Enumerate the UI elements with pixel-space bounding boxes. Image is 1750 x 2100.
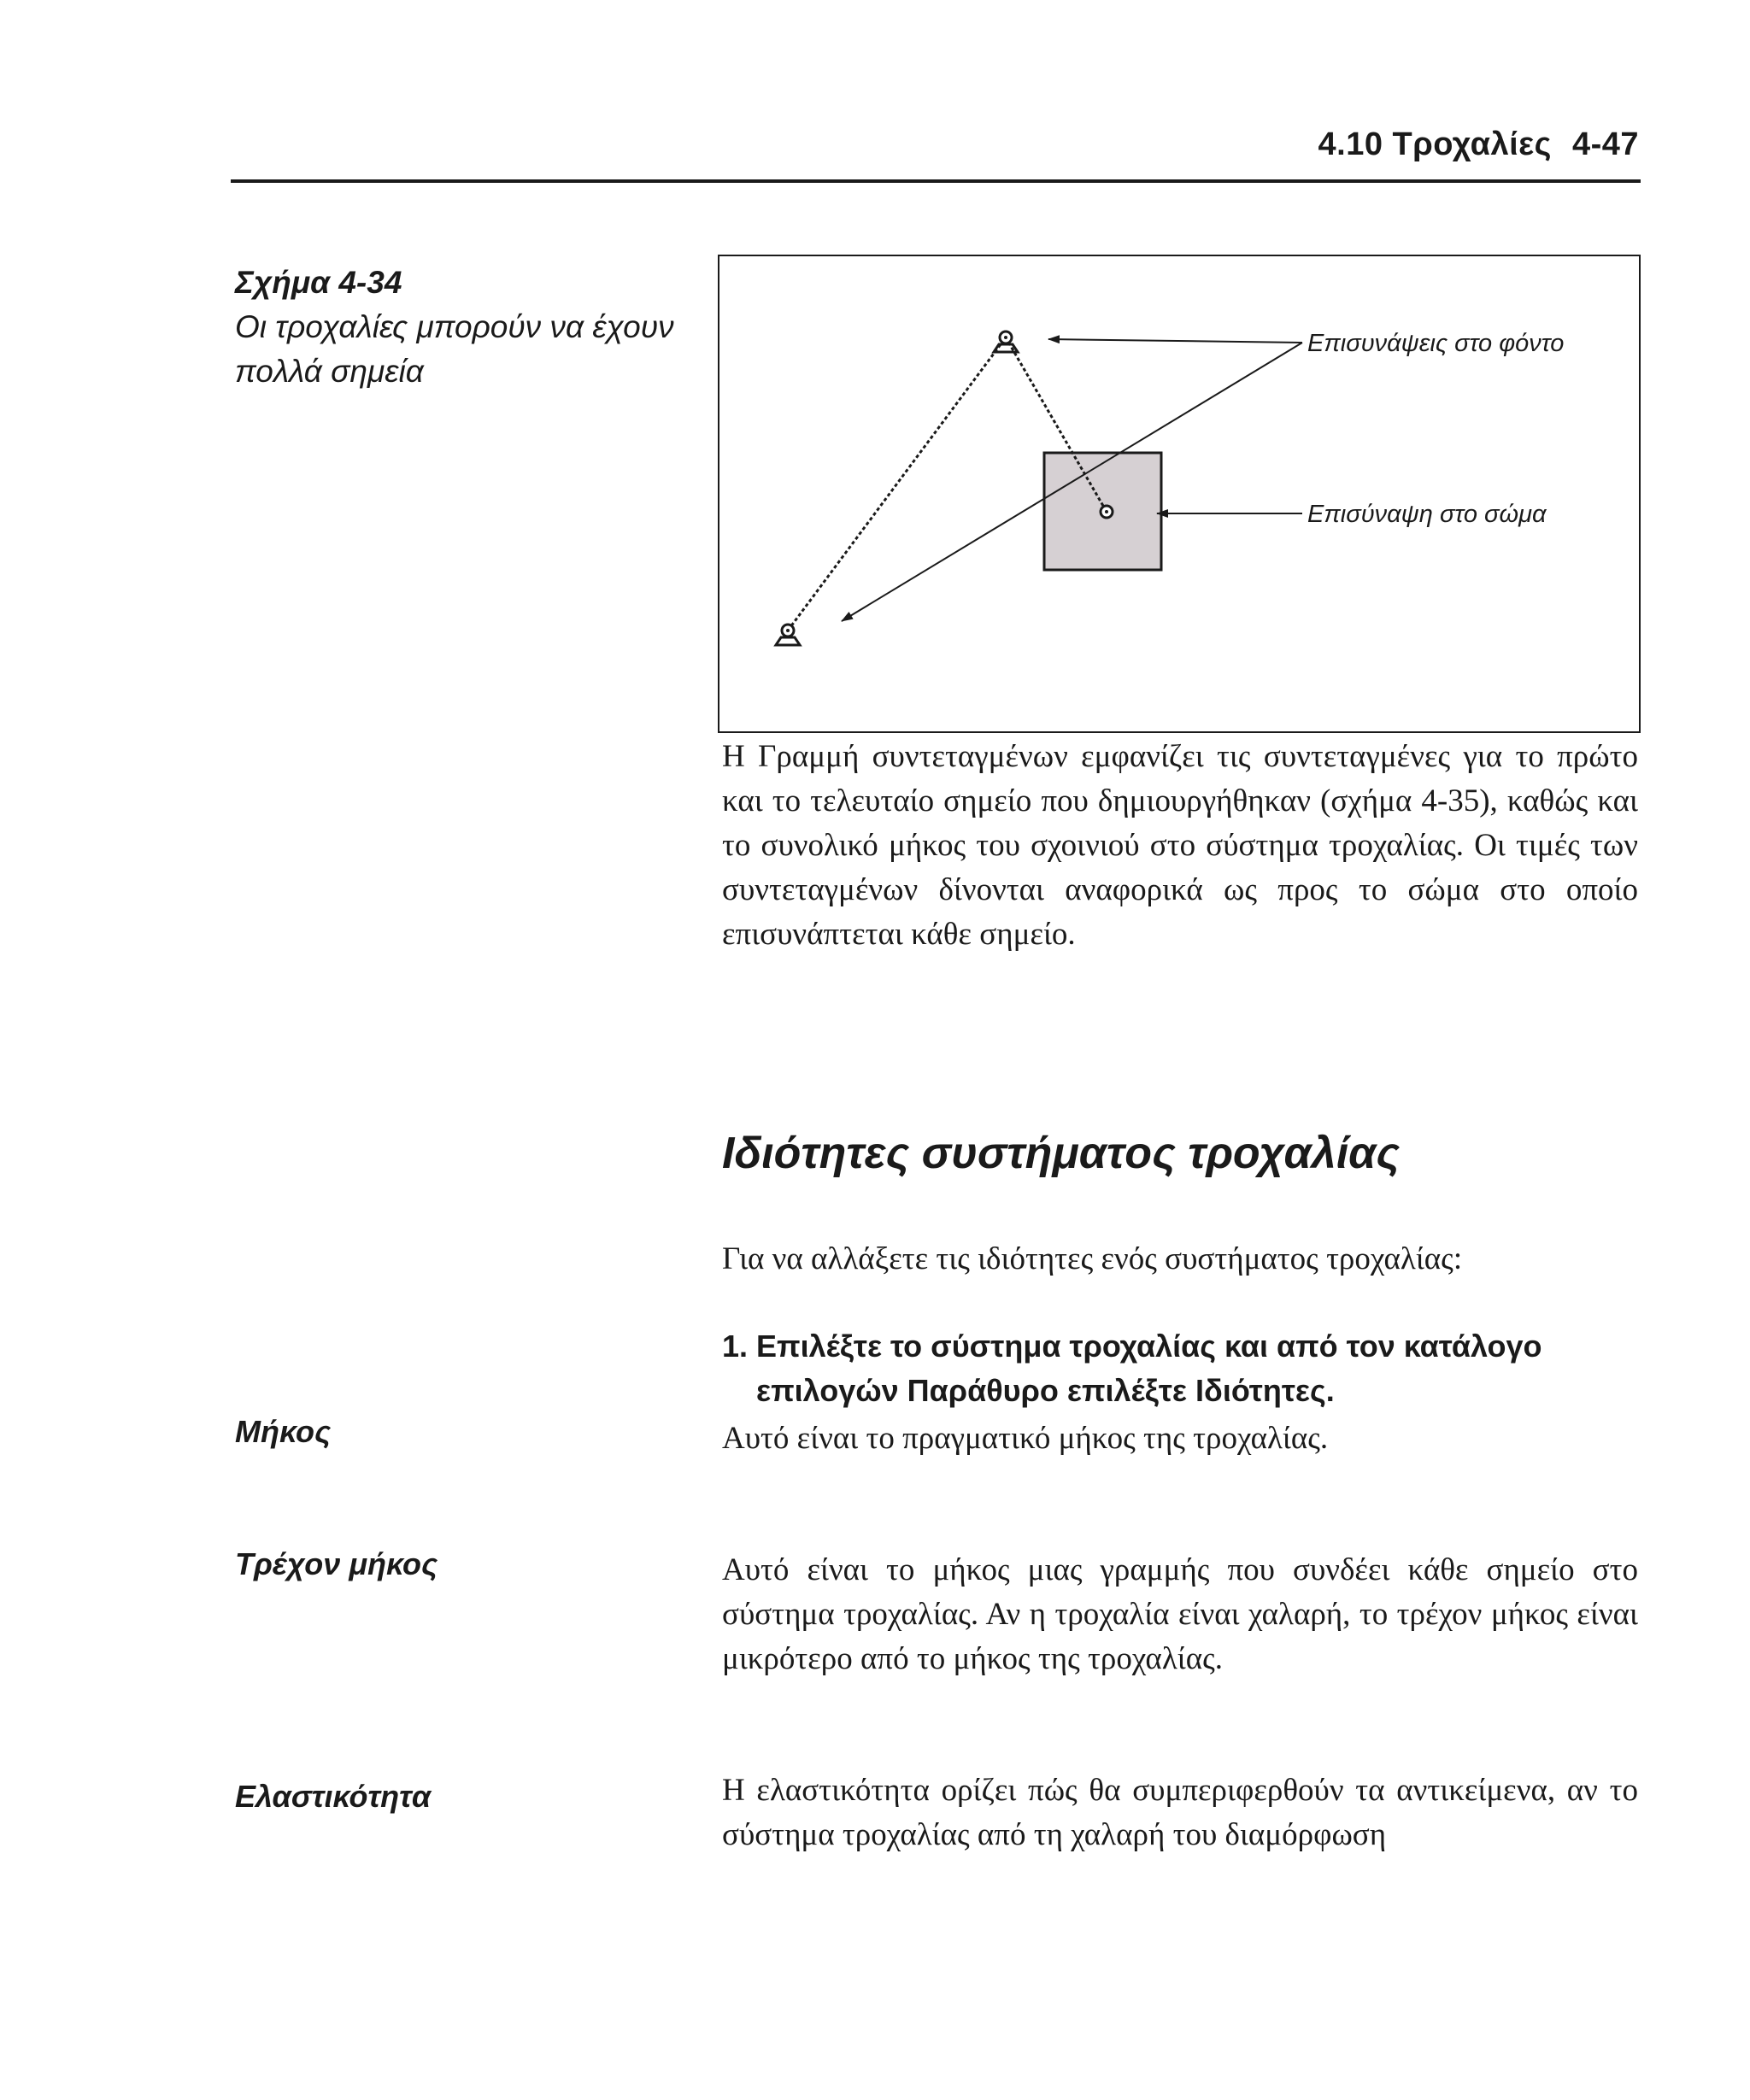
intro-paragraph: Η Γραμμή συντεταγμένων εμφανίζει τις συντεταγμένες για το πρώτο και το τελευταίο σημείο που δημιουργήθηκαν (σχήμα 4-35), καθώς και το συνολικό μήκος του σχοινιού στο σύστημα τροχαλίας. Οι τιμές των συντεταγμένων δίνονται αναφορικά ως προς το σώμα στο οποίο επισυνάπτεται κάθε σημείο. [722, 739, 1638, 952]
property-description-current-length: Αυτό είναι το μήκος μιας γραμμής που συνδέει κάθε σημείο στο σύστημα τροχαλίας. Αν η τροχαλία είναι χαλαρή, το τρέχον μήκος είναι μικρότερο από το μήκος της τροχαλίας. [722, 1552, 1638, 1676]
step-line-1: Επιλέξτε το σύστημα τροχαλίας και από τον κατάλογο [756, 1329, 1542, 1364]
step-1 [722, 1324, 1638, 1413]
figure-number: Σχήμα 4-34 [235, 265, 402, 300]
running-head [1318, 126, 1640, 163]
pulley-figure [718, 255, 1641, 733]
callout-background-bottom [842, 343, 1302, 621]
figure-caption-text: Οι τροχαλίες μπορούν να έχουν πολλά σημεία [235, 309, 674, 389]
property-label-current-length: Τρέχον μήκος [235, 1546, 438, 1581]
property-label-length: Μήκος [235, 1414, 332, 1449]
section-heading: Ιδιότητες συστήματος τροχαλίας [722, 1129, 1401, 1178]
background-anchor-bottom [776, 625, 800, 645]
callout-background-top [1048, 339, 1302, 343]
page-number: 4-47 [1571, 126, 1639, 162]
body-attachment-point [1101, 506, 1113, 518]
step-number: 1. [722, 1329, 749, 1364]
property-description-length: Αυτό είναι το πραγματικό μήκος της τροχαλίας. [722, 1421, 1329, 1456]
step-line-2: επιλογών Παράθυρο επιλέξτε Ιδιότητες. [756, 1373, 1335, 1408]
property-description-elasticity: Η ελαστικότητα ορίζει πώς θα συμπεριφερθούν τα αντικείμενα, αν το σύστημα τροχαλίας από τη χαλαρή του διαμόρφωση [722, 1773, 1638, 1852]
label-background-attachments: Επισυνάψεις στο φόντο [1307, 330, 1565, 357]
property-label-elasticity: Ελαστικότητα [235, 1779, 432, 1814]
section-title: 4.10 Τροχαλίες [1318, 126, 1552, 162]
howto-paragraph: Για να αλλάξετε τις ιδιότητες ενός συστήματος τροχαλίας: [722, 1241, 1463, 1276]
pulley-diagram [719, 256, 1642, 735]
figure-caption [235, 261, 679, 394]
header-rule [231, 179, 1641, 183]
label-body-attachment: Επισύναψη στο σώμα [1307, 501, 1547, 528]
background-anchor-top [994, 331, 1018, 352]
